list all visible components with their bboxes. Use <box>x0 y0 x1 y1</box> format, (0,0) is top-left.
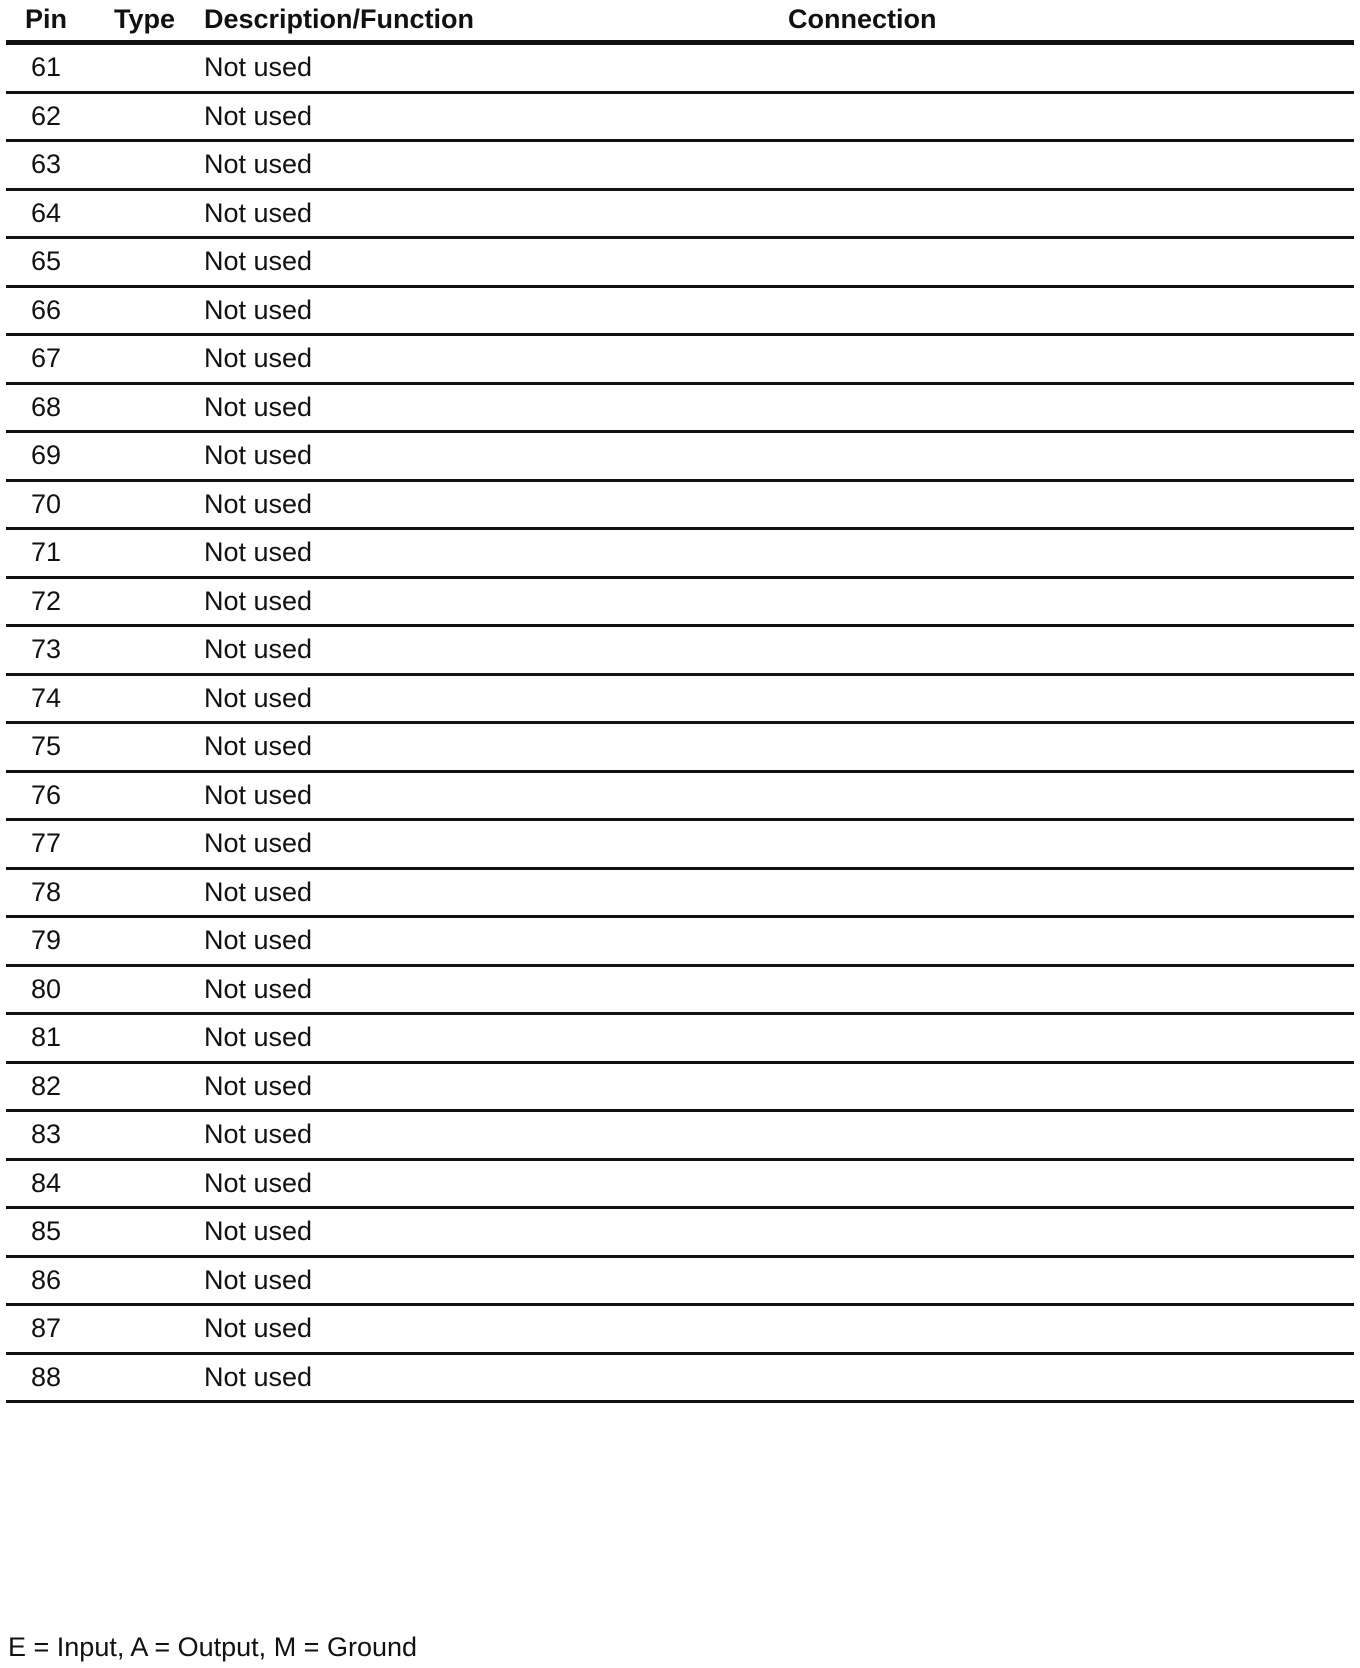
table-row <box>6 1111 1354 1160</box>
connection-cell <box>522 141 1354 190</box>
pin-cell: 62 <box>6 92 94 141</box>
table-row <box>6 238 1354 287</box>
connection-cell <box>522 189 1354 238</box>
description-cell: Not used <box>192 771 522 820</box>
table-row <box>6 626 1354 675</box>
type-legend: E = Input, A = Output, M = Ground <box>8 1632 418 1662</box>
table-row <box>6 1208 1354 1257</box>
connection-cell <box>522 965 1354 1014</box>
type-cell <box>94 480 192 529</box>
connection-cell <box>522 674 1354 723</box>
description-cell: Not used <box>192 1305 522 1354</box>
type-cell <box>94 1111 192 1160</box>
table-row <box>6 189 1354 238</box>
table-body <box>6 43 1354 1402</box>
table-row <box>6 917 1354 966</box>
connection-cell <box>522 92 1354 141</box>
pin-cell: 76 <box>6 771 94 820</box>
pin-cell: 75 <box>6 723 94 772</box>
pin-cell: 80 <box>6 965 94 1014</box>
column-header-pin: Pin <box>6 0 94 43</box>
description-cell: Not used <box>192 1014 522 1063</box>
connection-cell <box>522 771 1354 820</box>
table-row <box>6 1256 1354 1305</box>
type-cell <box>94 335 192 384</box>
pin-cell: 74 <box>6 674 94 723</box>
description-cell: Not used <box>192 965 522 1014</box>
type-cell <box>94 141 192 190</box>
connection-cell <box>522 335 1354 384</box>
connection-cell <box>522 1256 1354 1305</box>
pin-cell: 85 <box>6 1208 94 1257</box>
connection-cell <box>522 723 1354 772</box>
description-cell: Not used <box>192 1062 522 1111</box>
description-cell: Not used <box>192 674 522 723</box>
type-cell <box>94 92 192 141</box>
description-cell: Not used <box>192 868 522 917</box>
type-cell <box>94 1353 192 1402</box>
connection-cell <box>522 820 1354 869</box>
table-row <box>6 335 1354 384</box>
connection-cell <box>522 1159 1354 1208</box>
table-row <box>6 723 1354 772</box>
pin-cell: 81 <box>6 1014 94 1063</box>
description-cell: Not used <box>192 383 522 432</box>
type-cell <box>94 577 192 626</box>
pin-cell: 66 <box>6 286 94 335</box>
pin-cell: 68 <box>6 383 94 432</box>
connection-cell <box>522 383 1354 432</box>
pin-cell: 67 <box>6 335 94 384</box>
description-cell: Not used <box>192 43 522 93</box>
connection-cell <box>522 1305 1354 1354</box>
connection-cell <box>522 626 1354 675</box>
description-cell: Not used <box>192 1111 522 1160</box>
connection-cell <box>522 238 1354 287</box>
type-cell <box>94 1062 192 1111</box>
pin-cell: 78 <box>6 868 94 917</box>
table-row <box>6 1014 1354 1063</box>
description-cell: Not used <box>192 1353 522 1402</box>
pin-assignment-table <box>6 0 1354 1403</box>
type-cell <box>94 868 192 917</box>
pin-cell: 87 <box>6 1305 94 1354</box>
table-row <box>6 771 1354 820</box>
type-cell <box>94 723 192 772</box>
table-row <box>6 1305 1354 1354</box>
description-cell: Not used <box>192 480 522 529</box>
description-cell: Not used <box>192 1208 522 1257</box>
table-row <box>6 1353 1354 1402</box>
header-row <box>6 0 1354 43</box>
pin-cell: 64 <box>6 189 94 238</box>
type-cell <box>94 771 192 820</box>
description-cell: Not used <box>192 286 522 335</box>
connection-cell <box>522 1062 1354 1111</box>
table-header <box>6 0 1354 43</box>
connection-cell <box>522 1353 1354 1402</box>
connection-cell <box>522 917 1354 966</box>
description-cell: Not used <box>192 723 522 772</box>
type-cell <box>94 1208 192 1257</box>
description-cell: Not used <box>192 1256 522 1305</box>
description-cell: Not used <box>192 626 522 675</box>
type-cell <box>94 286 192 335</box>
description-cell: Not used <box>192 820 522 869</box>
description-cell: Not used <box>192 335 522 384</box>
description-cell: Not used <box>192 577 522 626</box>
table-row <box>6 577 1354 626</box>
table-row <box>6 1062 1354 1111</box>
type-cell <box>94 674 192 723</box>
description-cell: Not used <box>192 529 522 578</box>
table-row <box>6 820 1354 869</box>
description-cell: Not used <box>192 141 522 190</box>
pin-cell: 84 <box>6 1159 94 1208</box>
type-cell <box>94 43 192 93</box>
table-row <box>6 141 1354 190</box>
pin-cell: 65 <box>6 238 94 287</box>
pin-cell: 63 <box>6 141 94 190</box>
connection-cell <box>522 432 1354 481</box>
description-cell: Not used <box>192 432 522 481</box>
type-cell <box>94 1159 192 1208</box>
type-cell <box>94 189 192 238</box>
connection-cell <box>522 577 1354 626</box>
pin-cell: 72 <box>6 577 94 626</box>
pin-cell: 61 <box>6 43 94 93</box>
connection-cell <box>522 286 1354 335</box>
connection-cell <box>522 868 1354 917</box>
type-cell <box>94 1305 192 1354</box>
type-cell <box>94 432 192 481</box>
table-row <box>6 529 1354 578</box>
table-row <box>6 92 1354 141</box>
connection-cell <box>522 1111 1354 1160</box>
pin-cell: 88 <box>6 1353 94 1402</box>
table-row <box>6 868 1354 917</box>
type-cell <box>94 820 192 869</box>
column-header-type: Type <box>94 0 192 43</box>
table-row <box>6 286 1354 335</box>
column-header-connection: Connection <box>522 0 1354 43</box>
type-cell <box>94 917 192 966</box>
connection-cell <box>522 43 1354 93</box>
pin-cell: 77 <box>6 820 94 869</box>
connection-cell <box>522 1208 1354 1257</box>
pin-cell: 69 <box>6 432 94 481</box>
description-cell: Not used <box>192 1159 522 1208</box>
table-row <box>6 383 1354 432</box>
type-cell <box>94 383 192 432</box>
pin-cell: 86 <box>6 1256 94 1305</box>
pin-cell: 83 <box>6 1111 94 1160</box>
table-row <box>6 1159 1354 1208</box>
pin-cell: 70 <box>6 480 94 529</box>
type-cell <box>94 529 192 578</box>
description-cell: Not used <box>192 92 522 141</box>
type-cell <box>94 1014 192 1063</box>
pin-cell: 82 <box>6 1062 94 1111</box>
connection-cell <box>522 529 1354 578</box>
connection-cell <box>522 480 1354 529</box>
description-cell: Not used <box>192 238 522 287</box>
type-cell <box>94 238 192 287</box>
table-row <box>6 432 1354 481</box>
type-cell <box>94 626 192 675</box>
type-cell <box>94 1256 192 1305</box>
description-cell: Not used <box>192 189 522 238</box>
connection-cell <box>522 1014 1354 1063</box>
pin-cell: 73 <box>6 626 94 675</box>
table-row <box>6 965 1354 1014</box>
type-cell <box>94 965 192 1014</box>
table-row <box>6 674 1354 723</box>
pin-cell: 79 <box>6 917 94 966</box>
description-cell: Not used <box>192 917 522 966</box>
pin-cell: 71 <box>6 529 94 578</box>
table-row <box>6 43 1354 93</box>
table-row <box>6 480 1354 529</box>
column-header-description: Description/Function <box>192 0 522 43</box>
